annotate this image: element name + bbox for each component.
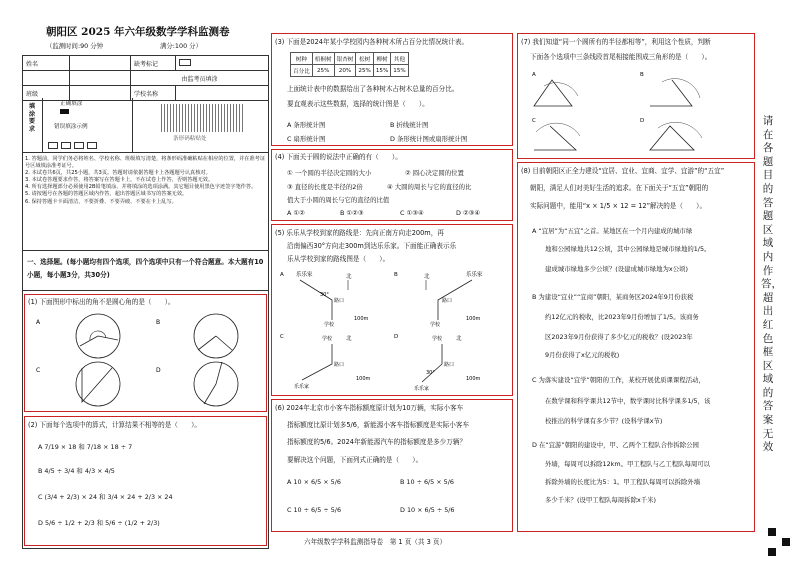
q5-c-school: 学校: [322, 336, 333, 342]
q8-a-2: 地和公园绿地共12公顷，其中公园绿地是城市绿地的1/5。: [545, 245, 711, 253]
q8-line-1: (8) 目前朝阳区正全力建设“宜居、宜业、宜商、宜学、宜游”的“五宜”: [521, 167, 725, 175]
q3-option-c: C 扇形统计图: [287, 135, 326, 143]
name-field[interactable]: [70, 56, 131, 71]
q8-d-4: 多少千米？(设甲工程队每周拆除x千米): [545, 496, 657, 504]
q2-option-b: B 4/5 ÷ 3/4 和 4/3 × 4/5: [38, 467, 115, 475]
sidebar-warning: 请在各题目的答题区域内作答，超出红色框区域的答案无效: [761, 115, 782, 454]
q3-line2: 上面统计表中的数据给出了各种树木占树木总量的百分比。: [287, 85, 459, 93]
q5-d-angle: 30°: [426, 370, 435, 376]
q4-option-c: C ①③④: [400, 209, 424, 217]
q8-b-1: B 为建设“宜业”“宜商”朝阳，某商务区2024年9月份获税: [532, 293, 694, 301]
q7-line-2: 下面各个选项中三条线段首尾相接能围成三角形的是（ ）。: [530, 53, 712, 61]
q5-b-crossing: 路口: [442, 298, 453, 304]
q6-line-2: 指标额度比原计划多5/6，新能源小客车指标额度是实际小客车: [287, 421, 470, 429]
q8-a-1: A “宜居”为“五宜”之首。某地区在一个月内建成的城市绿: [532, 227, 693, 235]
school-label: 学校名称: [131, 86, 176, 101]
q4-item-4: ④ 大圆的周长与它的直径的比: [387, 183, 472, 191]
q5-c-north: 北: [346, 336, 352, 342]
q3-row-label: 百分比: [291, 65, 313, 77]
q5-b-north: 北: [424, 274, 430, 280]
note-2: 2. 本试卷共6页，共25小题，共3页。答题时请依据答题卡上各题题号认真核对。: [25, 170, 211, 177]
class-label: 班级: [23, 86, 70, 101]
q5-label-a: A: [280, 272, 284, 278]
q5-d-crossing: 路口: [444, 362, 455, 368]
q3-stem: (3) 下面是2024年某小学校园内各种树木所占百分比情况统计表。: [275, 38, 469, 46]
q8-line-2: 朝阳，满足人们对美好生活的追求。在下面关于“五宜”朝阳的: [530, 184, 709, 192]
q8-d-3: 拆除外墙的长度比为5：1。甲工程队每周可以拆除外墙: [545, 478, 701, 486]
page-title: 朝阳区 2025 年六年级数学学科监测卷: [46, 26, 230, 38]
correct-fill-label: 正确填涂: [60, 101, 83, 107]
q5-c-scale: 100m: [356, 376, 371, 382]
q3-v4: 15%: [373, 65, 390, 77]
q5-d-north: 北: [456, 336, 462, 342]
name-label: 姓名: [23, 56, 70, 71]
fill-block: [22, 98, 269, 153]
q4-option-a: A ①②: [287, 209, 305, 217]
q5-stem-3: 乐从学校到家的路线图是（ ）。: [287, 255, 390, 263]
q5-c-home: 乐乐家: [294, 384, 310, 390]
q8-c-3: 校推出的科学课有多少节？(设科学课x节): [545, 417, 663, 425]
q5-a-school: 学校: [324, 322, 335, 328]
q3-table: [290, 52, 409, 77]
q6-line-3: 指标额度的5/6。2024年新能源汽车的指标额度是多少万辆？: [287, 438, 467, 446]
q8-line-3: 实际问题中，能用“x × 1/5 × 12 = 12”解决的是（ ）。: [530, 202, 707, 210]
q6-option-a: A 10 × 6/5 × 5/6: [287, 478, 341, 486]
q5-a-scale: 100m: [354, 316, 369, 322]
q5-label-c: C: [280, 334, 284, 340]
note-6: 6. 保持答题卡卡面清洁，不要折叠、不要弄破、不要在卡上乱写。: [25, 198, 177, 205]
q2-option-d: D 5/6 ÷ 1/2 + 2/3 和 5/6 ÷ (1/2 + 2/3): [38, 519, 160, 527]
correct-fill-mark: [60, 109, 69, 114]
q5-d-home: 乐乐家: [414, 386, 430, 392]
barcode-area: [132, 98, 270, 152]
q3-v2: 20%: [334, 65, 356, 77]
q4-item-1: ① 一个圆的半径决定圆的大小: [287, 169, 372, 177]
q8-b-4: 9月份获得了x亿元的税收): [545, 351, 620, 359]
barcode-note: 条形码粘贴处: [173, 136, 207, 142]
q5-b-scale: 100m: [466, 316, 481, 322]
q3-h0: 树种: [291, 53, 313, 65]
wrong-fill-examples: [48, 134, 128, 144]
q3-option-d: D 条形统计图或扇形统计图: [390, 135, 468, 143]
q5-d-school: 学校: [432, 336, 443, 342]
note-4: 4. 所有选择题部分必须使用2B铅笔填涂，并将填涂的选项涂满。其它题目使用黑色字迹签字笔作答。: [25, 184, 257, 191]
barcode-icon: [161, 104, 245, 132]
notes-block: [25, 156, 267, 206]
q5-d-scale: 100m: [466, 376, 481, 382]
q3-v3: 25%: [356, 65, 373, 77]
q3-h4: 柳树: [373, 53, 390, 65]
q3-option-a: A 条形统计图: [287, 121, 326, 129]
q5-a-home: 乐乐家: [296, 272, 313, 278]
q2-option-a: A 7/19 × 18 和 7/18 × 18 ÷ 7: [38, 443, 133, 451]
exam-score: 满分:100 分）: [160, 42, 202, 50]
q5-a-angle: 30°: [320, 292, 329, 298]
corner-mark-1: [768, 528, 776, 536]
q1-label-a: A: [36, 319, 41, 326]
section1-heading: 一、选择题。(每小题均有四个选项，四个选项中只有一个符合题意。本大题有10小题，每小题3分，共30分): [27, 258, 264, 279]
q7-label-a: A: [532, 72, 536, 78]
q5-a-crossing: 路口: [334, 298, 345, 304]
q7-label-b: B: [640, 72, 644, 78]
q4-item-4b: 值大于小圆的周长与它的直径的比值: [287, 196, 390, 204]
q5-stem-2: 沿南偏西30°方向走300m到达乐乐家。下面能正确表示乐: [287, 242, 457, 250]
q5-route-maps: [276, 268, 510, 394]
q8-b-3: 区2023年9月份获得了多少亿元的税收？(设2023年: [545, 333, 693, 341]
wrong-fill-label: 错误填涂示例: [54, 124, 88, 130]
q4-item-2: ② 圆心决定圆的位置: [405, 169, 464, 177]
q3-h1: 梧桐树: [312, 53, 334, 65]
q3-v5: 15%: [391, 65, 408, 77]
q7-figures: [522, 66, 752, 156]
q5-a-north: 北: [346, 274, 352, 280]
absent-box[interactable]: [176, 56, 269, 71]
q3-h3: 松树: [356, 53, 373, 65]
q6-line-4: 要解决这个问题，下面列式正确的是（ ）。: [287, 456, 423, 464]
q8-c-1: C 为落实建设“宜学”朝阳的工作，某校开展优质课课程活动，: [532, 376, 705, 384]
q3-v1: 25%: [312, 65, 334, 77]
q6-line-1: (6) 2024年北京市小客车指标额度原计划为10万辆，实际小客车: [275, 404, 464, 412]
q3-h2: 银杏树: [334, 53, 356, 65]
q8-d-2: 外墙，每周可以拆除12km。甲工程队与乙工程队每周可以: [545, 460, 711, 468]
q5-c-crossing: 路口: [334, 362, 345, 368]
corner-mark-2: [782, 538, 790, 546]
q8-d-1: D 在“宜游”朝阳的建设中，甲、乙两个工程队合作拆除公园: [532, 441, 699, 449]
q3-option-b: B 折线统计图: [390, 121, 429, 129]
q8-b-2: 约12亿元的税收，比2023年9月份增加了1/5。该商务: [545, 313, 699, 321]
note-1: 1. 答题前，同学们务必将姓名、学校名称、班级填写清楚，将条形码准确粘贴在相应的位置，并在准考证号区域填涂准考证号。: [25, 156, 266, 170]
info-table: [22, 55, 269, 101]
fill-label: 填涂要求: [28, 103, 36, 133]
q4-option-b: B ①②③: [340, 209, 364, 217]
q1-label-b: B: [156, 319, 161, 326]
q4-item-3: ③ 直径的长度是半径的2倍: [287, 183, 363, 191]
absent-note: 由监考员填涂: [131, 71, 269, 86]
exam-time: （监测时间:90 分钟: [46, 42, 104, 50]
q8-a-3: 建成城市绿地多少公顷？(设建成城市绿地为x公顷): [545, 265, 688, 273]
note-5: 5. 请按题号在各题的答题区域内作答，超出答题区域书写的答案无效。: [25, 191, 188, 198]
q5-label-d: D: [394, 334, 399, 340]
q1-stem: (1) 下面图形中标出的角不是圆心角的是（ ）。: [28, 298, 175, 306]
q1-label-c: C: [36, 367, 41, 374]
q2-option-c: C (3/4 + 2/3) × 24 和 3/4 × 24 + 2/3 × 24: [38, 493, 173, 501]
q5-label-b: B: [394, 272, 398, 278]
q4-option-d: D ②③④: [456, 209, 481, 217]
note-3: 3. 本试卷答题要求作答，将答案写在答题卡上，不在试卷上作答，否则答题无效。: [25, 177, 214, 184]
q6-option-c: C 10 ÷ 6/5 ÷ 5/6: [287, 506, 342, 514]
page-footer: 六年级数学学科监测指导卷 第 1 页（共 3 页）: [304, 538, 447, 546]
absent-label: 缺考标记: [131, 56, 176, 71]
q4-stem: (4) 下面关于圆的说法中正确的有（ ）。: [275, 153, 402, 161]
q1-figures: [26, 310, 264, 410]
q6-option-d: D 10 × 6/5 ÷ 5/6: [400, 506, 455, 514]
q1-label-d: D: [156, 367, 161, 374]
q3-line3: 要直观表示这些数据，选择的统计图是（ ）。: [287, 100, 429, 108]
q3-h5: 其他: [391, 53, 408, 65]
q7-label-c: C: [532, 118, 536, 124]
q5-b-school: 学校: [430, 322, 441, 328]
q7-line-1: (7) 我们知道“同一个圆所有的半径都相等”，利用这个性质，判断: [521, 38, 711, 46]
q2-stem: (2) 下面每个选项中的算式，计算结果不相等的是（ ）。: [28, 421, 201, 429]
q8-c-2: 在数学课和科学课共12节中，数学课时比科学课多1/5，该: [545, 397, 711, 405]
q5-stem-1: (5) 乐乐从学校到家的路线是：先向正南方向走200m，再: [275, 229, 444, 237]
q5-b-home: 乐乐家: [466, 272, 483, 278]
q6-option-b: B 10 ÷ 6/5 × 5/6: [400, 478, 454, 486]
q7-label-d: D: [640, 118, 645, 124]
corner-mark-3: [768, 548, 776, 556]
